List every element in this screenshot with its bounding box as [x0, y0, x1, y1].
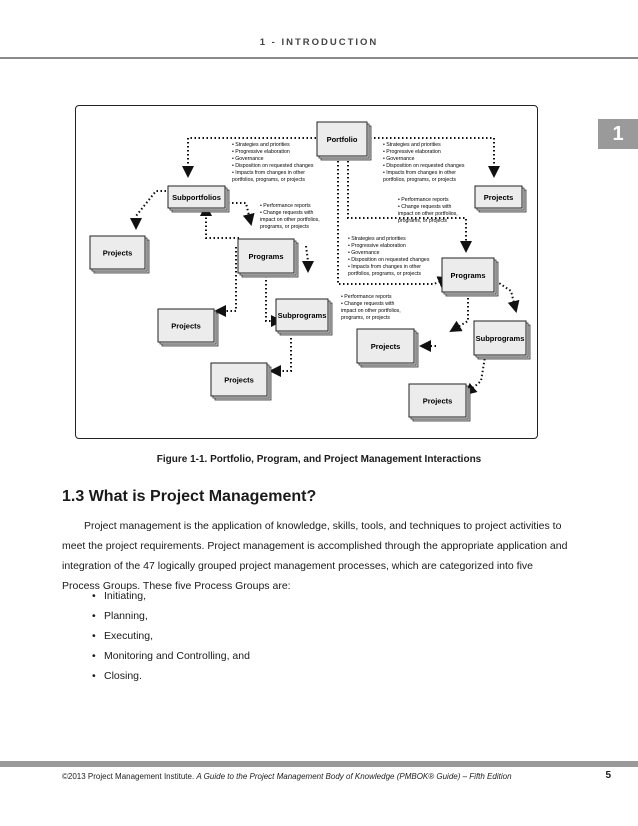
projects-mid-right-label: Projects	[370, 342, 401, 351]
figure-caption: Figure 1-1. Portfolio, Program, and Project Management Interactions	[156, 454, 482, 465]
projects-mid-left-label: Projects	[171, 321, 201, 331]
performance-note-left: • Change requests with	[260, 210, 314, 216]
performance-note-left: impact on other portfolios,	[260, 217, 320, 223]
performance-note-right: impact on other portfolios,	[398, 211, 458, 217]
portfolio-box-label: Portfolio	[326, 135, 358, 144]
strategies-note-left: • Strategies and priorities	[232, 142, 290, 148]
figure-diagram	[75, 105, 538, 439]
footer-book-title: A Guide to the Project Management Body of Knowledge (PMBOK® Guide) – Fifth Edition	[196, 772, 512, 781]
arrow-programs-subprograms-right	[496, 281, 516, 311]
projects-top-right-label: Projects	[483, 193, 514, 202]
body-paragraph: Project management is the application of knowledge, skills, tools, and techniques to project activities to meet the project requirements. Project management is accomplished through the appropriate application and integration of the 47 logically grouped project management processes, which are categorized into five Process Groups. These five Process Groups are:	[62, 520, 568, 592]
performance-note-right: programs, or projects	[398, 218, 448, 224]
strategies-note-center: • Strategies and priorities	[348, 236, 406, 242]
strategies-note-left: portfolios, programs, or projects	[232, 177, 305, 183]
strategies-note-right: portfolios, programs, or projects	[383, 177, 456, 183]
list-item: • Planning,	[92, 606, 250, 626]
strategies-note-right: • Progressive elaboration	[383, 149, 441, 155]
interaction-diagram	[76, 106, 537, 438]
performance-note-center: • Performance reports	[341, 294, 392, 300]
header-divider	[0, 57, 638, 59]
performance-note-center: • Change requests with	[341, 301, 395, 307]
strategies-note-left: • Impacts from changes in other	[232, 170, 306, 176]
projects-bottom-label: Projects	[224, 375, 254, 385]
performance-note-center: programs, or projects	[341, 315, 391, 321]
performance-note-right: • Change requests with	[398, 204, 452, 210]
process-group-list	[92, 586, 250, 686]
list-item: • Monitoring and Controlling, and	[92, 646, 250, 666]
performance-note-right: • Performance reports	[398, 197, 449, 203]
strategies-note-left: • Governance	[232, 156, 264, 162]
strategies-note-center: • Disposition on requested changes	[348, 257, 430, 263]
projects-left-label: Projects	[102, 248, 133, 258]
footer-citation	[62, 772, 512, 781]
strategies-note-center: portfolios, programs, or projects	[348, 271, 421, 277]
arrow-programs-projects-right	[451, 294, 468, 331]
strategies-note-right: • Impacts from changes in other	[383, 170, 457, 176]
strategies-note-left: • Disposition on requested changes	[232, 163, 314, 169]
projects-bottom-right-label: Projects	[422, 396, 453, 406]
strategies-note-center: • Impacts from changes in other	[348, 264, 422, 270]
performance-note-center: impact on other portfolios,	[341, 308, 401, 314]
footer-copyright: ©2013 Project Management Institute.	[62, 772, 197, 781]
page-number: 5	[605, 770, 611, 781]
list-item: • Initiating,	[92, 586, 250, 606]
subprograms-box-label: Subprograms	[277, 311, 327, 320]
programs-right-box-label: Programs	[450, 271, 486, 280]
section-title: 1.3 What is Project Management?	[62, 488, 317, 505]
chapter-tab: 1	[598, 119, 638, 149]
arrow-programs-subprograms2	[306, 246, 308, 271]
performance-note-left: programs, or projects	[260, 224, 310, 230]
strategies-note-right: • Strategies and priorities	[383, 142, 441, 148]
performance-note-left: • Performance reports	[260, 203, 311, 209]
programs-box-label: Programs	[248, 252, 284, 261]
strategies-note-right: • Disposition on requested changes	[383, 163, 465, 169]
footer-divider	[0, 761, 638, 767]
arrow-subprograms-projects	[271, 338, 291, 371]
strategies-note-center: • Governance	[348, 250, 380, 256]
strategies-note-right: • Governance	[383, 156, 415, 162]
list-item: • Executing,	[92, 626, 250, 646]
subprograms-right-box-label: Subprograms	[475, 334, 525, 343]
subportfolios-box-label: Subportfolios	[172, 193, 221, 202]
strategies-note-left: • Progressive elaboration	[232, 149, 290, 155]
chapter-header: 1 - INTRODUCTION	[259, 37, 379, 48]
list-item: • Closing.	[92, 666, 250, 686]
strategies-note-center: • Progressive elaboration	[348, 243, 406, 249]
